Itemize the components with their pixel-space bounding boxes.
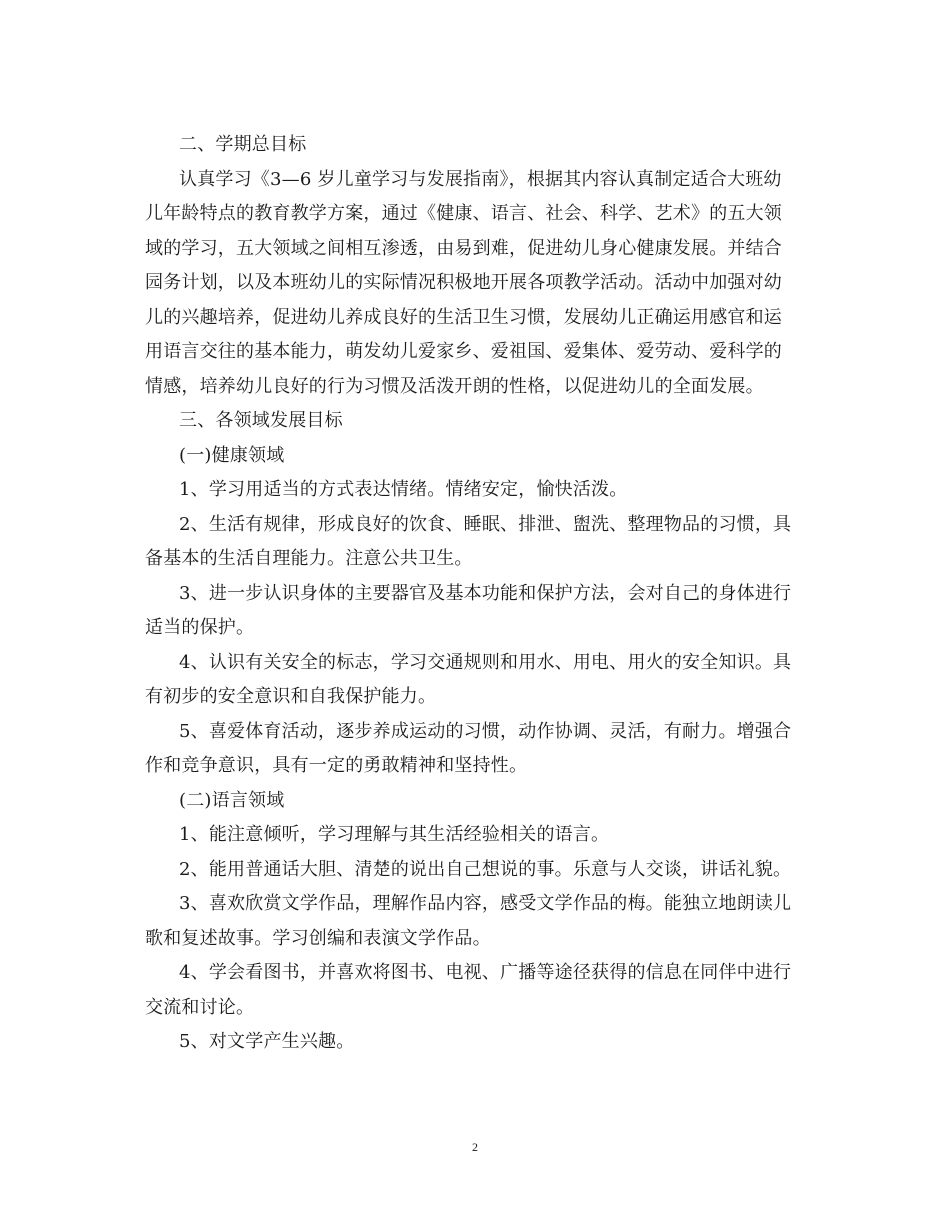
list-item-continuation: 有初步的安全意识和自我保护能力。 [145,686,437,707]
list-item-continuation: 歌和复述故事。学习创编和表演文学作品。 [145,927,491,949]
paragraph-line: 用语言交往的基本能力，萌发幼儿爱家乡、爱祖国、爱集体、爱劳动、爱科学的 [145,341,782,362]
list-item: 4、认识有关安全的标志，学习交通规则和用水、用电、用火的安全知识。具 [179,651,792,673]
paragraph-line: 儿的兴趣培养，促进幼儿养成良好的生活卫生习惯，发展幼儿正确运用感官和运 [145,306,782,328]
page-number: 2 [472,1140,478,1154]
list-item-continuation: 作和竞争意识，具有一定的勇敢精神和坚持性。 [145,755,528,776]
list-item: 1、学习用适当的方式表达情绪。情绪安定，愉快活泼。 [179,479,628,500]
paragraph-line: 园务计划，以及本班幼儿的实际情况积极地开展各项教学活动。活动中加强对幼 [145,272,782,293]
document-body [145,128,810,1060]
paragraph-line: 域的学习，五大领域之间相互渗透，由易到难，促进幼儿身心健康发展。并结合 [145,237,782,259]
list-item: 5、喜爱体育活动，逐步养成运动的习惯，动作协调、灵活，有耐力。增强合 [179,720,792,742]
list-item: 4、学会看图书，并喜欢将图书、电视、广播等途径获得的信息在同伴中进行 [179,962,792,983]
list-item: 2、能用普通话大胆、清楚的说出自己想说的事。乐意与人交谈，讲话礼貌。 [179,858,792,880]
section-heading: 三、各领域发展目标 [179,410,343,431]
subsection-heading: (二)语言领域 [179,789,285,811]
list-item: 2、生活有规律，形成良好的饮食、睡眠、排泄、盥洗、整理物品的习惯，具 [179,513,792,535]
list-item: 3、喜欢欣赏文学作品，理解作品内容，感受文学作品的梅。能独立地朗读儿 [179,893,792,914]
paragraph-line: 儿年龄特点的教育教学方案，通过《健康、语言、社会、科学、艺术》的五大领 [145,203,782,224]
section-heading: 二、学期总目标 [179,134,307,155]
list-item: 5、对文学产生兴趣。 [179,1031,355,1052]
subsection-heading: (一)健康领域 [179,444,285,466]
list-item-continuation: 交流和讨论。 [145,996,255,1018]
list-item-continuation: 备基本的生活自理能力。注意公共卫生。 [145,548,473,569]
list-item-continuation: 适当的保护。 [145,617,255,638]
list-item: 3、进一步认识身体的主要器官及基本功能和保护方法，会对自己的身体进行 [179,582,792,604]
list-item: 1、能注意倾听，学习理解与其生活经验相关的语言。 [179,824,610,845]
paragraph-line: 情感，培养幼儿良好的行为习惯及活泼开朗的性格，以促进幼儿的全面发展。 [145,375,764,397]
paragraph-line: 认真学习《3—6 岁儿童学习与发展指南》，根据其内容认真制定适合大班幼 [179,168,782,190]
